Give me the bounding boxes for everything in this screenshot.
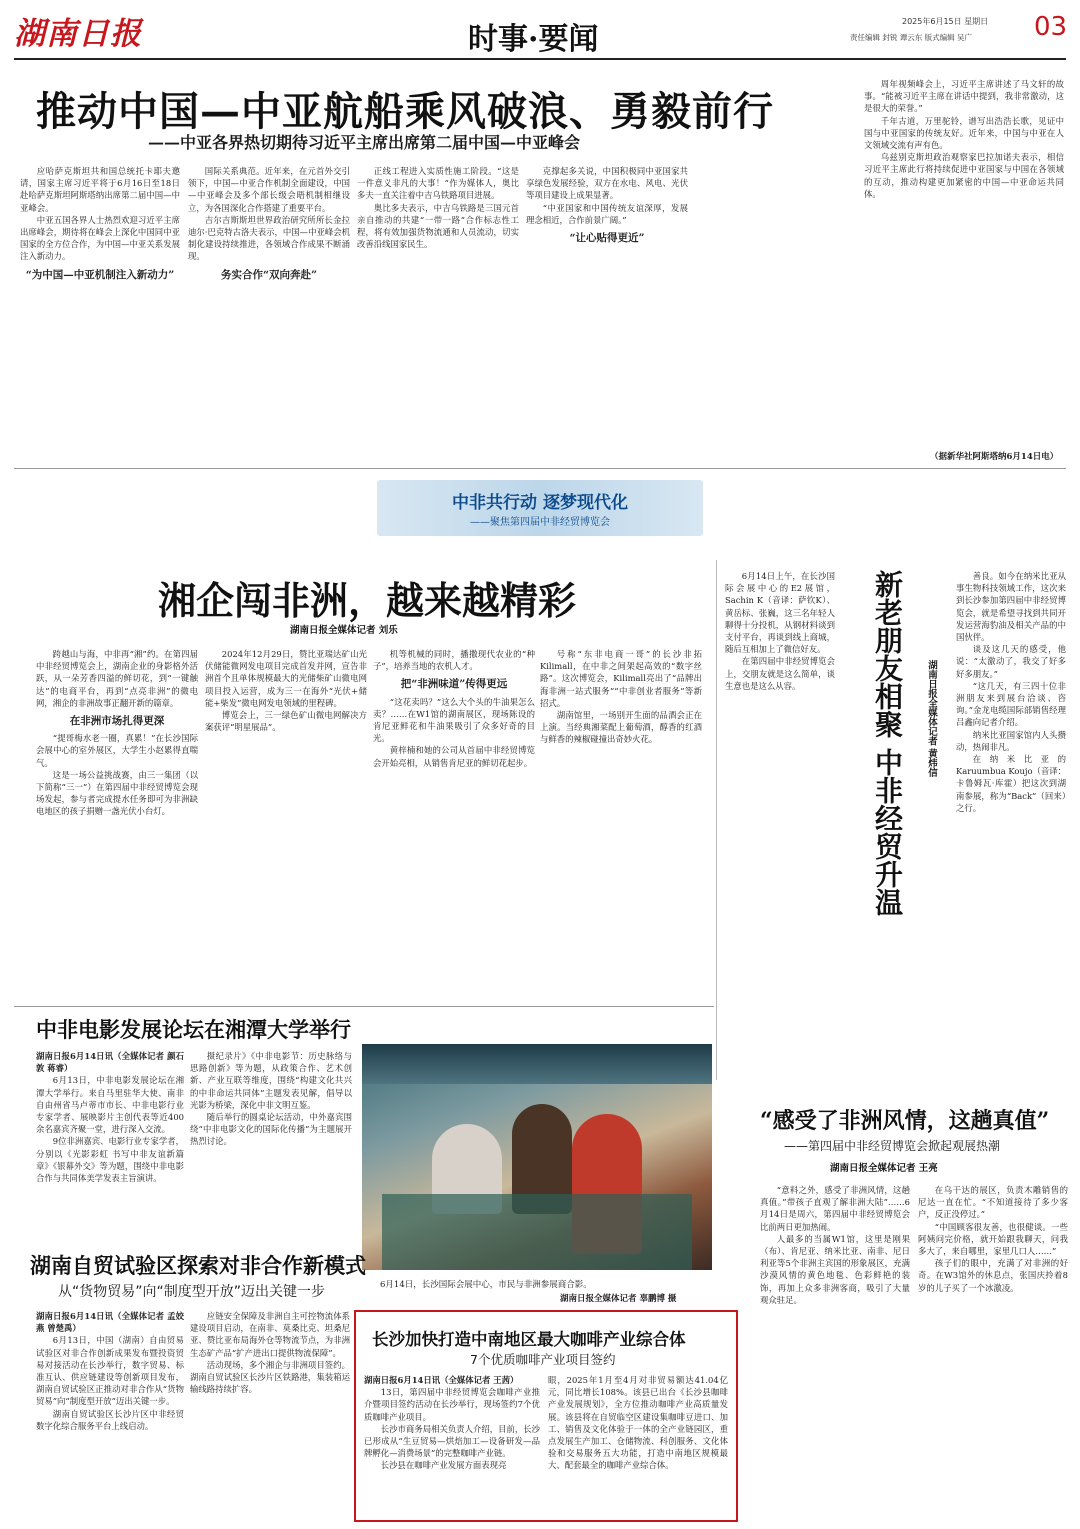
paragraph: 在第四届中非经贸博览会上，交朋友就是这么简单，谈生意也是这么从容。	[725, 656, 835, 691]
paragraph: 摄纪录片》《中非电影节：历史脉络与思路创新》等为题，从政策合作、艺术创新、产业互联等维度，围绕“构建文化共兴的中非命运共同体”主题发表见解，倡导以光影为桥梁，深化中非文明互鉴。	[190, 1051, 352, 1110]
paragraph: “中国顾客很友善，也很健谈。一些阿姨问完价格，就开始跟我聊天，问我多大了，来自哪里，家里几口人……”	[918, 1221, 1068, 1257]
paragraph: 纳米比亚国家馆内人头攒动，热闹非凡。	[956, 729, 1066, 752]
paragraph: 奥比多夫表示，中吉乌铁路是三国元首亲自推动的共建“一带一路”合作标志性工程，将有效加强货物流通和人员流动，切实改善沿线国家民生。	[357, 202, 519, 250]
article-column	[188, 165, 350, 465]
paragraph: 谈及这几天的感受，他说：“太激动了，我交了好多好多朋友。”	[956, 644, 1066, 679]
article-subheading: “为中国—中亚机制注入新动力”	[25, 268, 175, 281]
article-subtitle: 7个优质咖啡产业项目签约	[470, 1352, 616, 1367]
article-column	[205, 648, 367, 978]
article-subheading: 把“非洲味道”传得更远	[400, 678, 508, 691]
paragraph: 国际关系典范。近年来，在元首外交引领下，中国—中亚合作机制全面建设，中国—中亚峰会及多个部长级会晤机制相继设立，为各国深化合作搭建了重要平台。	[188, 166, 350, 213]
article-headline: 长沙加快打造中南地区最大咖啡产业综合体	[372, 1330, 686, 1349]
paragraph: 9位非洲嘉宾、电影行业专家学者，分别以《光影彩虹 书写中非友谊新篇章》《银幕外交》等为题，围绕中非电影合作与共同体美学发表主旨演讲。	[36, 1136, 184, 1184]
article-column	[526, 165, 688, 465]
article-column	[190, 1310, 350, 1520]
article-column	[190, 1050, 352, 1250]
paragraph: “提哥梅水老一圈，真累！”在长沙国际会展中心的室外展区，大学生小赵累得直喘气。	[36, 733, 198, 768]
paragraph: 周年视频峰会上，习近平主席讲述了马文轩的故事。“能被习近平主席在讲话中提到，我非常激动，这是很大的荣誉。”	[864, 79, 1064, 114]
newspaper-logo: 湖南日报	[14, 16, 142, 52]
paragraph: 正线工程进入实质性施工阶段。“这是一件意义非凡的大事！”作为媒体人，奥比多夫一直关注着中吉乌铁路项目进展。	[357, 166, 519, 201]
article-headline: 湖南自贸试验区探索对非合作新模式	[30, 1254, 366, 1278]
paragraph: 应链安全保障及非洲自主可控物流体系建设项目启动，在南非、莫桑比克、坦桑尼亚、赞比亚布局海外仓等物流节点，为非洲生态矿产品“扩产进出口提供物流保障”。	[190, 1311, 350, 1358]
news-photo	[362, 1044, 712, 1270]
article-subtitle: ——中亚各界热切期待习近平主席出席第二届中国—中亚峰会	[148, 133, 581, 152]
paragraph: 千年古道，万里驼铃，谱写出浩浩长歌，见证中国与中亚国家的传统友好。近年来，中国与中亚在人文领域交流有声有色。	[864, 115, 1064, 151]
paragraph: 号称“东非电商一哥”的长沙非拓Kilimall，在中非之间架起高效的“数字丝路”。这次博览会，Kilimall亮出了“品牌出海非洲一站式服务”“中非创业者服务”等新招式。	[540, 649, 702, 708]
lead: 湖南日报6月14日讯（全媒体记者 孟姣燕 曾楚禹）	[36, 1311, 184, 1334]
article-headline: 湘企闯非洲，越来越精彩	[158, 578, 577, 623]
byline: 湖南日报全媒体记者 王亮	[830, 1163, 938, 1174]
article-subtitle: ——第四届中非经贸博览会掀起观展热潮	[784, 1139, 1001, 1153]
article-column	[725, 570, 835, 1080]
photo-credit: 湖南日报全媒体记者 辜鹏博 摄	[560, 1294, 677, 1304]
article-column	[956, 570, 1066, 1080]
paragraph: 6月13日，中国（湖南）自由贸易试验区对非合作创新成果发布暨投资贸易对接活动在长沙举行，数字贸易、标准互认、供应链建设等创新项目发布，湖南自贸试验区正推动对非合作从“货物贸易”向“制度型开放”迈出关键一步。	[36, 1335, 184, 1407]
paragraph: 应哈萨克斯坦共和国总统托卡耶夫邀请，国家主席习近平将于6月16日至18日赴哈萨克斯坦阿斯塔纳出席第二届中国—中亚峰会。	[20, 166, 180, 213]
byline: 湖南日报全媒体记者 黄炜信	[926, 660, 937, 778]
paragraph: 长沙市商务局相关负责人介绍，目前，长沙已形成从“生豆贸易—烘焙加工—设备研发—品牌孵化—消费场景”的完整咖啡产业链。	[364, 1423, 540, 1459]
issue-date: 2025年6月15日 星期日	[902, 17, 989, 26]
lead: 湖南日报6月14日讯（全媒体记者 颜石敦 蒋睿）	[36, 1051, 184, 1074]
paragraph: “这几天，有三四十位非洲朋友来到展台洽谈、咨询。”金龙电缆国际部销售经理吕鑫向记者介绍。	[956, 680, 1066, 728]
paragraph: “这花卖吗？”这么大个头的牛油果怎么卖？……在W1馆的湖南展区，现场陈设的肯尼亚鲜花和牛油果吸引了众多好奇的目光。	[373, 696, 535, 744]
lead: 湖南日报6月14日讯（全媒体记者 王茜）	[364, 1375, 519, 1385]
article-column	[918, 1184, 1068, 1520]
paragraph: 活动现场，多个湘企与非洲项目签约。湖南自贸试验区长沙片区铁路港，集装箱运输线路持续扩容。	[190, 1359, 350, 1395]
article-column	[36, 648, 198, 978]
paragraph: 这是一场公益挑战赛，由三一集团（以下简称“三一”）在第四届中非经贸博览会现场发起，参与者完成提水任务即可为非洲缺电地区的孩子捐赠一盏光伏小台灯。	[36, 769, 198, 817]
byline: 湖南日报全媒体记者 刘乐	[290, 625, 398, 636]
article-subheading: 在非洲市场扎得更深	[69, 715, 165, 728]
banner-subtitle: ——聚焦第四届中非经贸博览会	[470, 517, 610, 528]
paragraph: 克撑起多关说，中国积极同中亚国家共享绿色发展经验，双方在水电、风电、光伏等项目建设上成果显著。	[526, 166, 688, 201]
paragraph: 中亚五国各界人士热烈欢迎习近平主席出席峰会，期待将在峰会上深化中国同中亚国家的全方位合作，为中国—中亚关系发展注入新动力。	[20, 214, 180, 262]
paragraph: 在乌干达的展区，负责木雕销售的尼达一直在忙。“不知道接待了多少客户，反正没停过。”	[918, 1185, 1068, 1220]
paragraph: 6月14日上午，在长沙国际会展中心的E2展馆，Sachin K（音译：萨钦K）、黄岳标、张巍，这三名年轻人聊得十分投机，从钢材料谈到支付平台，再谈到线上商城，随后互相加上了微信好友。	[725, 571, 835, 655]
article-subtitle: 从“货物贸易”向“制度型开放”迈出关键一步	[58, 1284, 326, 1300]
article-column	[760, 1184, 910, 1520]
photo-caption: 6月14日，长沙国际会展中心，市民与非洲参展商合影。	[380, 1280, 592, 1290]
article-subheading: 务实合作“双向奔赴”	[220, 268, 318, 281]
topic-banner	[377, 480, 703, 536]
editors-line: 责任编辑 封锐 谭云东 版式编辑 吴广	[850, 33, 973, 42]
paragraph: 机等机械的同时，播撒现代农业的“种子”，培养当地的农机人才。	[373, 649, 535, 672]
paragraph: “意料之外，感受了非洲风情，这趟真值。”带孩子直观了解非洲大陆”……6月14日是周六，第四届中非经贸博览会比前两日更加热闹。	[760, 1185, 910, 1232]
paragraph: 湖南自贸试验区长沙片区中非经贸数字化综合服务平台上线启动。	[36, 1408, 184, 1431]
paragraph: 跨越山与海，中非再“湘”约。在第四届中非经贸博览会上，湖南企业的身影格外活跃，从一朵芳香四溢的鲜切花，到“一键触达”的电商平台，再到“点亮非洲”的微电网，湘企的非洲故事正翻开新的篇章。	[36, 649, 198, 708]
paragraph: “中亚国家和中国传统友谊深厚，发展理念相近，合作前景广阔。”	[526, 202, 688, 225]
paragraph: 随后举行的圆桌论坛活动，中外嘉宾围绕“中非电影文化的国际化传播”为主题展开热烈讨论。	[190, 1112, 352, 1147]
article-headline: “感受了非洲风情，这趟真值”	[760, 1108, 1050, 1134]
article-headline: 推动中国—中亚航船乘风破浪、勇毅前行	[36, 88, 774, 135]
paragraph: 人最多的当属W1馆，这里是刚果（布）、肯尼亚、纳米比亚、南非、尼日利亚等5个非洲主宾国的形象展区，充满沙漠风情的黄色地毯、色彩鲜艳的装饰，再加上众多非洲客商，吸引了大量观众驻足。	[760, 1233, 910, 1305]
article-column	[373, 648, 535, 978]
article-column	[364, 1374, 540, 1516]
banner-title: 中非共行动 逐梦现代化	[452, 493, 628, 513]
article-column	[540, 648, 702, 978]
masthead	[0, 0, 1080, 62]
paragraph: 博览会上，三一绿色矿山微电网解决方案获评“明星展品”。	[205, 710, 367, 733]
section-title: 时事·要闻	[468, 22, 599, 57]
article-column	[36, 1310, 184, 1520]
article-headline: 中非电影发展论坛在湘潭大学举行	[36, 1018, 351, 1042]
paragraph: 湖南馆里，一场别开生面的品酒会正在上演。当经典湘菜配上葡萄酒，醇香的红酒与鲜香的辣椒碰撞出奇妙火花。	[540, 710, 702, 745]
paragraph: 2024年12月29日，赞比亚瑞达矿山光伏储能微网发电项目完成首发并网，宣告非洲首个且单体规模最大的光储柴矿山微电网项目投入运营，成为三一在海外“光伏+储能+柴发”微电网发电领域的里程碑。	[205, 649, 367, 708]
paragraph: 乌兹别克斯坦政治观察家巴拉加诺夫表示，相信习近平主席此行将持续促进中亚国家与中国在各领域的互动，推动构建更加紧密的中国—中亚命运共同体。	[864, 152, 1064, 199]
article-source: （据新华社阿斯塔纳6月14日电）	[930, 452, 1059, 462]
paragraph: 黄梓楠和她的公司从首届中非经贸博览会开始亮相，从销售肯尼亚的鲜切花起步。	[373, 745, 535, 768]
article-subheading: “让心贴得更近”	[569, 232, 645, 245]
article-column	[20, 165, 180, 465]
article-column	[548, 1374, 728, 1516]
article-column	[864, 78, 1064, 458]
paragraph: 13日，第四届中非经贸博览会咖啡产业推介暨项目签约活动在长沙举行，现场签约7个优质咖啡产业项目。	[364, 1387, 540, 1422]
paragraph: 在纳米比亚的Karuumbua Koujo（音译：卡鲁姆瓦·库霍）把这次到湖南参展，称为“Back”（回来）之行。	[956, 754, 1066, 813]
paragraph: 吉尔吉斯斯坦世界政治研究所所长金拉迪尔·巴克特古洛夫表示，中国—中亚峰会机制化建设持续推进，各领域合作成果不断涌现。	[188, 214, 350, 262]
article-column	[36, 1050, 184, 1250]
paragraph: 长沙县在咖啡产业发展方面表现亮	[380, 1460, 507, 1471]
paragraph: 善良。如今在纳米比亚从事生物科技领域工作，这次来到长沙参加第四届中非经贸博览会，就是希望寻找到共同开发运营海豹油及相关产品的中国伙伴。	[956, 571, 1066, 643]
page-number: 03	[1034, 12, 1068, 42]
paragraph: 6月13日，中非电影发展论坛在湘潭大学举行。来自马里驻华大使、南非自由州省马卢蒂市市长、中非电影行业专家学者、展映影片主创代表等近400余名嘉宾齐聚一堂，进行深入交流。	[36, 1075, 184, 1135]
paragraph: 眼，2025年1月至4月对非贸易额达41.04亿元，同比增长108%。该县已出台《长沙县咖啡产业发展规划》，全方位推动咖啡产业高质量发展。该县将在自贸临空区建设集咖啡豆进口、加工、销售及文化体验于一体的全产业链园区，重点发展生产加工、仓储物流、科创服务、文化体验和交易服务五大功能，打造中南地区规模最大、配套最全的咖啡产业综合体。	[548, 1375, 728, 1471]
paragraph: 孩子们的眼中，充满了对非洲的好奇。在W3馆外的休息点，张国庆拎着8岁的儿子买了一个冰激凌。	[918, 1258, 1068, 1293]
article-column	[357, 165, 519, 465]
article-headline-vertical: 新老朋友相聚 中非经贸升温	[871, 570, 904, 916]
